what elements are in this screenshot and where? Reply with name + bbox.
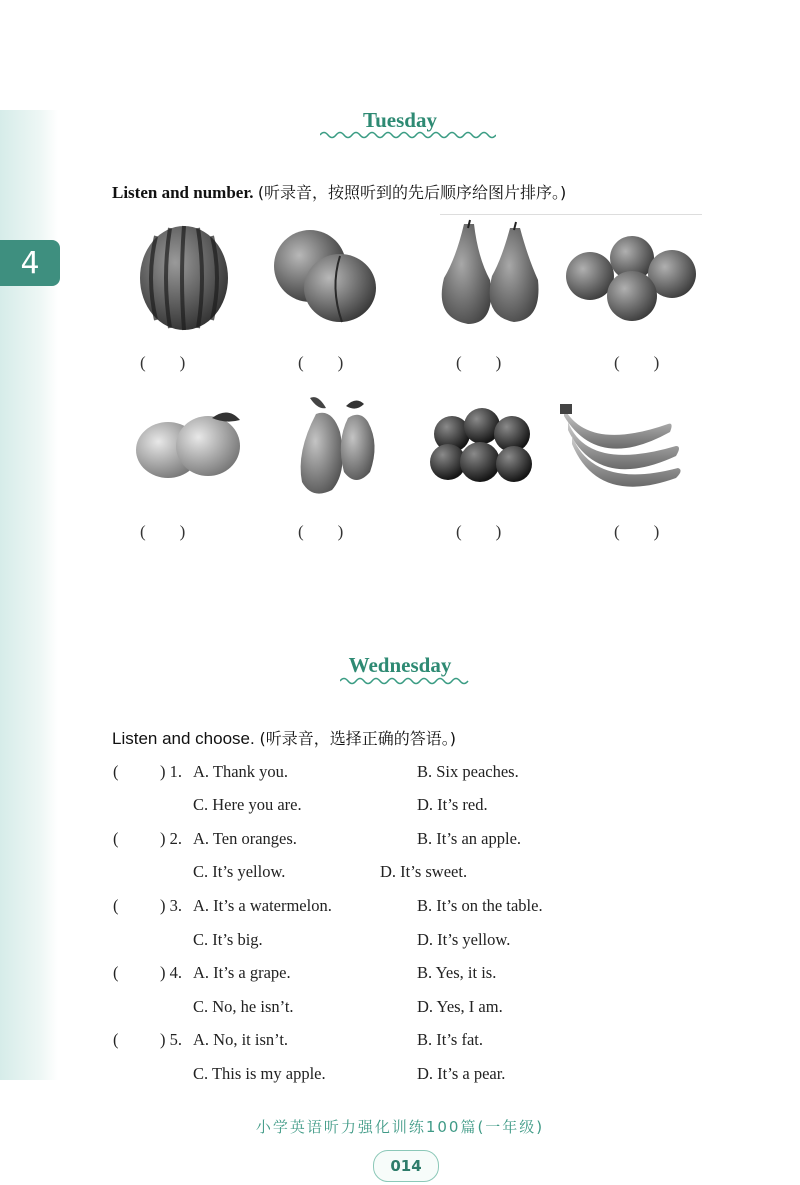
answer-bracket[interactable]: ( ) [456,522,502,541]
wednesday-title: Wednesday [348,653,452,677]
unit-tab: 4 [0,240,60,286]
option-d: D. It’s yellow. [417,930,511,949]
question-number: ) 1. [160,762,182,781]
orange-icon [564,234,698,322]
option-d: D. It’s red. [417,795,488,814]
tuesday-wave-underline [320,130,496,140]
peach-icon [270,226,378,326]
question-paren[interactable]: ( [113,1030,119,1049]
question-number: ) 4. [160,963,182,982]
option-c: C. Here you are. [193,795,302,814]
option-a: A. It’s a watermelon. [193,896,332,915]
instruction-en: Listen and choose. [112,729,255,748]
answer-bracket[interactable]: ( ) [298,522,344,541]
option-d: D. It’s a pear. [417,1064,506,1083]
question-number: ) 3. [160,896,182,915]
instruction-cn: (听录音，按照听到的先后顺序给图片排序。) [257,183,567,202]
tuesday-title: Tuesday [363,108,437,132]
option-c: C. It’s yellow. [193,862,286,881]
option-b: B. It’s fat. [417,1030,483,1049]
option-c: C. This is my apple. [193,1064,326,1083]
question-paren[interactable]: ( [113,762,119,781]
answer-bracket[interactable]: ( ) [140,353,186,372]
option-a: A. No, it isn’t. [193,1030,289,1049]
option-a: A. Ten oranges. [193,829,297,848]
option-d: D. It’s sweet. [380,862,468,881]
option-b: B. Yes, it is. [417,963,497,982]
question-paren[interactable]: ( [113,896,119,915]
tuesday-instruction [112,180,566,203]
option-b: B. It’s an apple. [417,829,522,848]
book-title: 小学英语听力强化训练100篇(一年级) [255,1118,545,1136]
pear-icon [434,218,544,330]
watermelon-icon [136,222,232,334]
question-paren[interactable]: ( [113,963,119,982]
wednesday-instruction [112,726,456,749]
answer-bracket[interactable]: ( ) [614,353,660,372]
instruction-cn: (听录音，选择正确的答语。) [259,729,456,748]
question-number: ) 2. [160,829,182,848]
option-c: C. No, he isn’t. [193,997,294,1016]
question-paren[interactable]: ( [113,829,119,848]
wednesday-wave-underline [340,676,472,686]
answer-bracket[interactable]: ( ) [140,522,186,541]
option-c: C. It’s big. [193,930,263,949]
page-number: 014 [373,1150,439,1182]
option-a: A. Thank you. [193,762,289,781]
option-a: A. It’s a grape. [193,963,291,982]
lemon-icon [132,406,244,484]
instruction-en: Listen and number. [112,183,254,202]
option-d: D. Yes, I am. [417,997,503,1016]
banana-icon [558,402,686,494]
divider [440,214,702,215]
answer-bracket[interactable]: ( ) [298,353,344,372]
option-b: B. It’s on the table. [417,896,543,915]
mango-icon [296,392,380,500]
apple-icon [428,404,536,488]
answer-bracket[interactable]: ( ) [456,353,502,372]
question-number: ) 5. [160,1030,182,1049]
answer-bracket[interactable]: ( ) [614,522,660,541]
option-b: B. Six peaches. [417,762,519,781]
